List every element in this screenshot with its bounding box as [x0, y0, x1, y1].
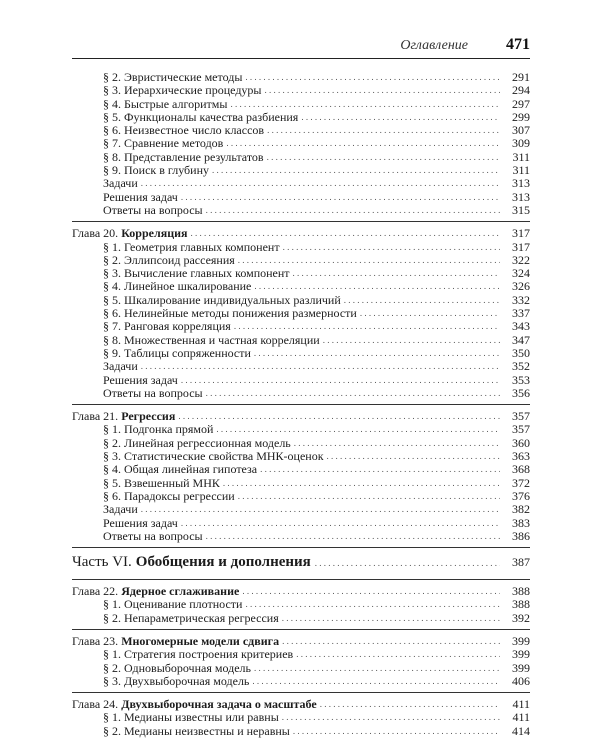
toc-entry-page: 313 — [512, 189, 530, 204]
toc-entry-label: § 3. Статистические свойства МНК-оценок — [103, 449, 324, 464]
dot-leader — [212, 163, 500, 176]
toc-entry-page: 350 — [512, 345, 530, 360]
toc-entry-label: § 1. Оценивание плотности — [103, 597, 243, 612]
toc-entry — [72, 648, 530, 661]
toc-entry — [72, 612, 530, 625]
chapter-divider — [72, 221, 530, 222]
toc-entry-label: § 2. Одновыборочная модель — [103, 660, 252, 675]
chapter-heading — [72, 227, 530, 240]
toc-entry-label: § 2. Эллипсоид рассеяния — [103, 252, 235, 267]
toc-entry-page: 347 — [512, 332, 530, 347]
toc-entry — [72, 254, 530, 267]
toc-entry — [72, 503, 530, 516]
toc-entry — [72, 204, 530, 217]
toc-entry-page: 294 — [512, 83, 530, 98]
dot-leader — [360, 306, 500, 319]
chapter-title: Многомерные модели сдвига — [121, 633, 280, 648]
toc-entry — [72, 124, 530, 137]
part-number: Часть VI. — [72, 554, 132, 571]
toc-entry-page: 311 — [512, 149, 530, 164]
toc-entry — [72, 191, 530, 204]
dot-leader — [320, 697, 500, 710]
toc-entry-page: 399 — [512, 660, 530, 675]
toc-entry — [72, 294, 530, 307]
toc-entry-label: § 1. Стратегия построения критериев — [103, 647, 294, 662]
dot-leader — [267, 150, 500, 163]
toc-entry — [72, 71, 530, 84]
dot-leader — [294, 436, 500, 449]
toc-entry-page: 343 — [512, 319, 530, 334]
toc-entry-page: 386 — [512, 528, 530, 543]
dot-leader — [238, 253, 500, 266]
toc-entry-page: 383 — [512, 515, 530, 530]
dot-leader — [344, 293, 500, 306]
toc-entry-label: § 3. Иерархические процедуры — [103, 83, 262, 98]
toc-entry-label: § 1. Медианы известны или равны — [103, 710, 279, 725]
toc-entry-page: 313 — [512, 176, 530, 191]
chapter-divider — [72, 629, 530, 630]
toc-entry-label: Решения задач — [103, 372, 178, 387]
dot-leader — [206, 386, 500, 399]
toc-entry-label: § 9. Таблицы сопряженности — [103, 345, 251, 360]
toc-entry-label: Ответы на вопросы — [103, 528, 203, 543]
toc-entry-label: § 6. Парадоксы регрессии — [103, 488, 235, 503]
toc-entry-label: Задачи — [103, 359, 138, 374]
toc-entry-label: § 6. Нелинейные методы понижения размерности — [103, 306, 357, 321]
chapter-title: Ядерное сглаживание — [121, 584, 240, 599]
toc-entry — [72, 347, 530, 360]
toc-entry-page: 356 — [512, 385, 530, 400]
toc-entry-page: 392 — [512, 610, 530, 625]
toc-entry-label: § 4. Линейное шкалирование — [103, 279, 252, 294]
toc-entry-page: 317 — [512, 239, 530, 254]
dot-leader — [242, 584, 500, 597]
toc-entry — [72, 98, 530, 111]
toc-entry-label: § 5. Шкалирование индивидуальных различий — [103, 292, 341, 307]
dot-leader — [264, 83, 500, 96]
chapter-label — [72, 410, 175, 423]
part-page: 387 — [512, 555, 530, 570]
toc-entry-label: Решения задач — [103, 189, 178, 204]
toc-entry-page: 337 — [512, 306, 530, 321]
dot-leader — [282, 710, 500, 723]
toc-entry — [72, 307, 530, 320]
toc-entry-label: § 3. Двухвыборочная модель — [103, 673, 250, 688]
chapter-heading — [72, 410, 530, 423]
dot-leader — [323, 333, 500, 346]
dot-leader — [238, 489, 500, 502]
dot-leader — [206, 529, 500, 542]
chapter-heading — [72, 635, 530, 648]
toc-entry-label: § 2. Эвристические методы — [103, 70, 243, 84]
toc-entry — [72, 241, 530, 254]
chapter-title: Корреляция — [121, 226, 188, 241]
toc-entry — [72, 84, 530, 97]
toc-entry — [72, 177, 530, 190]
toc-entry-page: 372 — [512, 475, 530, 490]
toc-entry — [72, 423, 530, 436]
toc-entry — [72, 675, 530, 688]
toc-entry — [72, 164, 530, 177]
toc-entry-page: 326 — [512, 279, 530, 294]
toc-entry — [72, 137, 530, 150]
chapter-number: Глава 24. — [72, 697, 119, 712]
toc-entry-label: § 2. Непараметрическая регрессия — [103, 610, 279, 625]
toc-entry — [72, 387, 530, 400]
toc-entry-label: § 5. Функционалы качества разбиения — [103, 109, 299, 124]
dot-leader — [141, 359, 500, 372]
toc-entry-page: 309 — [512, 136, 530, 151]
dot-leader — [315, 553, 500, 567]
dot-leader — [230, 97, 500, 110]
toc-entry — [72, 334, 530, 347]
chapter-number: Глава 22. — [72, 584, 119, 599]
chapter-label — [72, 585, 239, 598]
dot-leader — [293, 266, 500, 279]
toc-entry — [72, 437, 530, 450]
toc-entry-page: 414 — [512, 723, 530, 738]
dot-leader — [226, 136, 500, 149]
chapter-divider — [72, 404, 530, 405]
chapter-label — [72, 635, 279, 648]
dot-leader — [223, 476, 500, 489]
dot-leader — [181, 516, 500, 529]
toc-entry-label: § 1. Геометрия главных компонент — [103, 239, 280, 254]
toc-entry-label: Решения задач — [103, 515, 178, 530]
toc-entry-page: 399 — [512, 647, 530, 662]
toc-entry — [72, 517, 530, 530]
dot-leader — [181, 190, 500, 203]
dot-leader — [252, 674, 500, 687]
toc-entry — [72, 267, 530, 280]
toc-entry — [72, 725, 530, 738]
toc-entry-page: 388 — [512, 597, 530, 612]
toc-entry-page: 406 — [512, 673, 530, 688]
chapter-divider — [72, 579, 530, 580]
dot-leader — [327, 449, 500, 462]
chapter-page: 411 — [512, 697, 530, 712]
dot-leader — [293, 724, 500, 737]
part-divider — [72, 547, 530, 548]
toc-entry — [72, 320, 530, 333]
dot-leader — [267, 123, 500, 136]
toc-entry-label: Задачи — [103, 502, 138, 517]
toc-entry-page: 324 — [512, 266, 530, 281]
toc-entry-label: § 8. Представление результатов — [103, 149, 264, 164]
chapter-label — [72, 227, 188, 240]
toc-entry — [72, 374, 530, 387]
dot-leader — [206, 203, 500, 216]
toc-entry — [72, 360, 530, 373]
toc-entry-page: 411 — [512, 710, 530, 725]
toc-entry-label: Задачи — [103, 176, 138, 191]
toc-entry — [72, 477, 530, 490]
toc-entry — [72, 450, 530, 463]
dot-leader — [282, 634, 500, 647]
toc-entry — [72, 711, 530, 724]
toc-entry-label: § 7. Сравнение методов — [103, 136, 224, 151]
dot-leader — [260, 462, 500, 475]
table-of-contents — [72, 71, 530, 738]
dot-leader — [254, 661, 500, 674]
part-title: Обобщения и дополнения — [135, 554, 311, 571]
toc-entry-page: 382 — [512, 502, 530, 517]
toc-entry-page: 357 — [512, 422, 530, 437]
dot-leader — [254, 346, 500, 359]
toc-entry — [72, 662, 530, 675]
dot-leader — [296, 647, 500, 660]
toc-entry — [72, 151, 530, 164]
chapter-page: 399 — [512, 633, 530, 648]
toc-entry-page: 291 — [512, 70, 530, 84]
toc-entry-label: § 3. Вычисление главных компонент — [103, 266, 290, 281]
toc-entry — [72, 598, 530, 611]
dot-leader — [181, 373, 500, 386]
header-title: Оглавление — [400, 38, 468, 53]
part-heading — [72, 553, 530, 575]
toc-entry-label: § 9. Поиск в глубину — [103, 163, 210, 178]
toc-entry-page: 360 — [512, 435, 530, 450]
dot-leader — [245, 597, 500, 610]
running-header — [72, 36, 530, 59]
dot-leader — [216, 422, 500, 435]
dot-leader — [301, 110, 500, 123]
toc-entry — [72, 490, 530, 503]
dot-leader — [283, 240, 500, 253]
toc-entry-page: 311 — [512, 163, 530, 178]
dot-leader — [282, 611, 500, 624]
chapter-page: 317 — [512, 226, 530, 241]
dot-leader — [178, 409, 500, 422]
dot-leader — [141, 176, 500, 189]
toc-entry-page: 368 — [512, 462, 530, 477]
toc-entry-label: § 8. Множественная и частная корреляции — [103, 332, 320, 347]
toc-entry-label: § 2. Медианы неизвестны и неравны — [103, 723, 290, 738]
toc-entry-page: 363 — [512, 449, 530, 464]
chapter-heading — [72, 585, 530, 598]
toc-entry-label: § 5. Взвешенный МНК — [103, 475, 220, 490]
chapter-page: 357 — [512, 409, 530, 424]
dot-leader — [141, 502, 500, 515]
chapter-title: Двухвыборочная задача о масштабе — [121, 697, 317, 712]
toc-entry-label: § 6. Неизвестное число классов — [103, 123, 265, 138]
toc-entry-label: § 1. Подгонка прямой — [103, 422, 214, 437]
toc-entry — [72, 111, 530, 124]
toc-entry — [72, 463, 530, 476]
chapter-label — [72, 698, 317, 711]
dot-leader — [254, 279, 500, 292]
toc-entry-page: 332 — [512, 292, 530, 307]
toc-entry-label: § 4. Общая линейная гипотеза — [103, 462, 258, 477]
toc-entry-page: 315 — [512, 202, 530, 217]
toc-entry — [72, 280, 530, 293]
toc-entry-label: § 7. Ранговая корреляция — [103, 319, 231, 334]
chapter-number: Глава 21. — [72, 409, 119, 424]
toc-entry-page: 376 — [512, 488, 530, 503]
dot-leader — [234, 319, 500, 332]
toc-entry-label: Ответы на вопросы — [103, 385, 203, 400]
chapter-title: Регрессия — [121, 409, 176, 424]
toc-entry-page: 297 — [512, 96, 530, 111]
chapter-divider — [72, 692, 530, 693]
chapter-page: 388 — [512, 584, 530, 599]
toc-entry-page: 353 — [512, 372, 530, 387]
toc-entry-page: 307 — [512, 123, 530, 138]
toc-entry — [72, 530, 530, 543]
chapter-number: Глава 20. — [72, 226, 119, 241]
dot-leader — [245, 70, 500, 83]
toc-entry-page: 322 — [512, 252, 530, 267]
chapter-number: Глава 23. — [72, 633, 119, 648]
toc-entry-label: § 4. Быстрые алгоритмы — [103, 96, 228, 111]
toc-entry-page: 299 — [512, 109, 530, 124]
chapter-heading — [72, 698, 530, 711]
toc-entry-label: Ответы на вопросы — [103, 202, 203, 217]
header-page-number: 471 — [506, 36, 530, 53]
dot-leader — [191, 226, 500, 239]
toc-entry-label: § 2. Линейная регрессионная модель — [103, 435, 291, 450]
toc-entry-page: 352 — [512, 359, 530, 374]
